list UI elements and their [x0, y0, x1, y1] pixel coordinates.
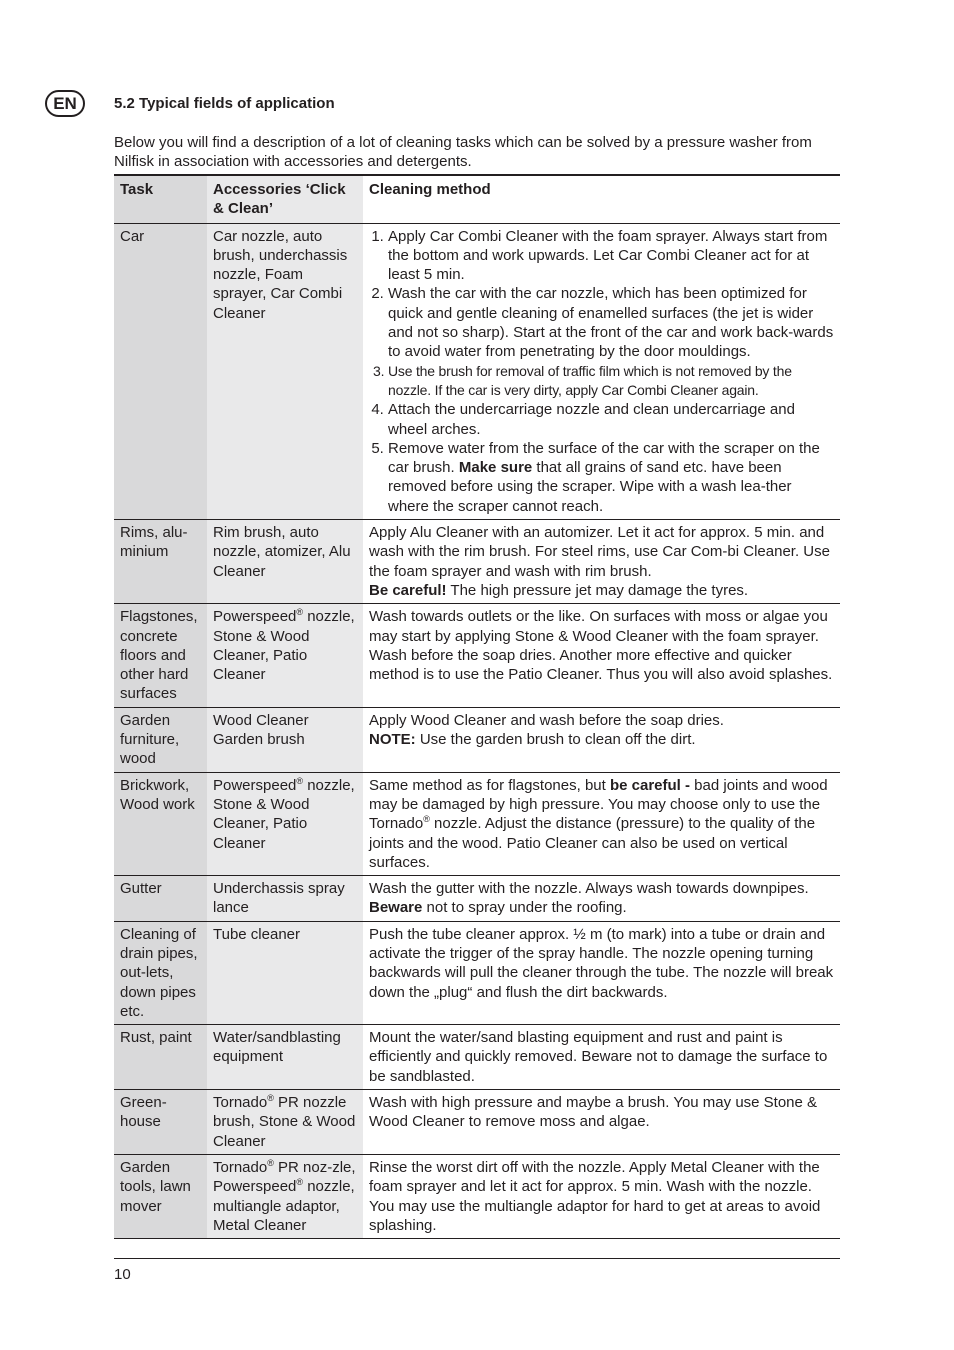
- registered-mark: ®: [296, 607, 304, 618]
- table-row: [114, 772, 840, 875]
- bold-phrase: Make sure: [458, 459, 533, 477]
- registered-mark: ®: [296, 1177, 304, 1188]
- applications-table: [114, 174, 840, 1239]
- task-cell: Green-house: [114, 1090, 207, 1155]
- task-cell: Flagstones, concrete floors and other hard surfaces: [114, 604, 207, 707]
- bold-phrase: Be careful!: [369, 581, 447, 599]
- method-step: 1. Apply Car Combi Cleaner with the foam sprayer. Always start from the bottom and work upwards. Let Car Combi Cleaner act for at least 5 min.: [388, 227, 835, 285]
- method-cell: Push the tube cleaner approx. ½ m (to mark) into a tube or drain and activate the trigger of the spray handle. The nozzle opening turning backwards will pull the cleaner through the tube. The nozzle will break down the „plug“ and flush the dirt backwards.: [363, 921, 840, 1024]
- method-step: 2. Wash the car with the car nozzle, which has been optimized for quick and gentle cleaning of enamelled surfaces (the jet is wider and not so sharp). Start at the front of the car and work back-wards to avoid water from penetrating by the door mouldings.: [388, 284, 835, 361]
- method-cell: Rinse the worst dirt off with the nozzle. Apply Metal Cleaner with the foam sprayer and let it act for approx. 5 min. Wash with the nozzle. You may use the multiangle adaptor for hard to get at areas to avoid splashing.: [363, 1154, 840, 1238]
- registered-mark: ®: [296, 775, 304, 786]
- registered-mark: ®: [267, 1157, 274, 1168]
- method-cell: [363, 223, 840, 519]
- method-text: Wash the gutter with the nozzle. Always wash towards downpipes.: [369, 880, 809, 898]
- bold-phrase: be careful -: [609, 776, 690, 794]
- footer-rule: [114, 1258, 840, 1259]
- accessories-cell: Tube cleaner: [207, 921, 363, 1024]
- method-text-rest: nozzle. Adjust the distance (pressure) to the quality of the joints and the wood. Patio Cleaner can also be used on vertical surfaces.: [369, 815, 816, 871]
- method-text: Apply Wood Cleaner and wash before the soap dries.: [369, 711, 724, 729]
- accessory-text-rest: nozzle, Stone & Wood Cleaner, Patio Cleaner: [213, 608, 355, 684]
- accessory-text-rest: nozzle, Stone & Wood Cleaner, Patio Cleaner: [213, 776, 355, 852]
- method-text: Same method as for flagstones, but: [369, 776, 610, 794]
- accessory-text: Tornado: [213, 1158, 268, 1176]
- task-cell: Rust, paint: [114, 1025, 207, 1090]
- method-step: 4. Attach the undercarriage nozzle and clean undercarriage and wheel arches.: [388, 400, 835, 439]
- table-row: [114, 604, 840, 707]
- table-row: [114, 520, 840, 604]
- task-cell: Garden tools, lawn mover: [114, 1154, 207, 1238]
- header-task: Task: [114, 175, 207, 223]
- table-header-row: [114, 175, 840, 223]
- task-cell: Rims, alu-minium: [114, 520, 207, 604]
- accessory-text-rest: nozzle, multiangle adaptor, Metal Cleaner: [213, 1178, 355, 1234]
- task-cell: Gutter: [114, 876, 207, 922]
- accessories-cell: Car nozzle, auto brush, underchassis nozzle, Foam sprayer, Car Combi Cleaner: [207, 223, 363, 519]
- accessory-text: Tornado: [213, 1094, 268, 1112]
- method-text: Apply Alu Cleaner with an automizer. Let it act for approx. 5 min. and wash with the rim brush. For steel rims, use Car Com-bi Cleaner. Use the foam sprayer and wash with rim brush.: [369, 524, 830, 580]
- accessory-text: Powerspeed: [213, 776, 297, 794]
- section-heading: 5.2 Typical fields of application: [114, 95, 335, 112]
- table-row: [114, 223, 840, 519]
- table-row: [114, 921, 840, 1024]
- accessory-text: Powerspeed: [213, 608, 297, 626]
- table-row: [114, 707, 840, 772]
- method-cell: Wash with high pressure and maybe a brush. You may use Stone & Wood Cleaner to remove moss and algae.: [363, 1090, 840, 1155]
- method-cell: [363, 707, 840, 772]
- accessories-cell: [207, 1090, 363, 1155]
- step-text: Remove water from the surface of the car with the scraper on the car brush.: [388, 439, 820, 477]
- method-text-rest: The high pressure jet may damage the tyres.: [446, 581, 749, 599]
- step-text-rest: that all grains of sand etc. have been removed before using the scraper. Wipe with a wash lea-ther where the scraper cannot reach.: [388, 459, 792, 515]
- method-steps-list: [369, 227, 835, 516]
- page-number: 10: [114, 1266, 131, 1283]
- registered-mark: ®: [423, 814, 430, 825]
- note-text: Use the garden brush to clean off the dirt.: [415, 731, 696, 749]
- method-step: [388, 439, 835, 516]
- table-row: [114, 1025, 840, 1090]
- method-cell: [363, 876, 840, 922]
- accessories-cell: Water/sandblasting equipment: [207, 1025, 363, 1090]
- accessories-cell: [207, 772, 363, 875]
- bold-phrase: Beware: [369, 899, 423, 917]
- table-row: [114, 876, 840, 922]
- accessory-text-rest: PR nozzle brush, Stone & Wood Cleaner: [213, 1094, 356, 1150]
- method-text-mid: bad joints and wood may be damaged by high pressure. You may choose only to use the Tornado: [369, 776, 828, 833]
- method-cell: Mount the water/sand blasting equipment and rust and paint is efficiently and quickly removed. Beware not to damage the surface to be sandblasted.: [363, 1025, 840, 1090]
- table-row: [114, 1154, 840, 1238]
- accessories-cell: Rim brush, auto nozzle, atomizer, Alu Cleaner: [207, 520, 363, 604]
- method-cell: [363, 520, 840, 604]
- registered-mark: ®: [267, 1093, 274, 1104]
- accessories-cell: [207, 1154, 363, 1238]
- task-cell: Car: [114, 223, 207, 519]
- method-text-rest: not to spray under the roofing.: [422, 899, 627, 917]
- header-method: Cleaning method: [363, 175, 840, 223]
- accessory-text-mid: PR noz-zle, Powerspeed: [213, 1158, 356, 1196]
- header-accessories: Accessories ‘Click & Clean’: [207, 175, 363, 223]
- method-step: 3. Use the brush for removal of traffic film which is not removed by the nozzle. If the car is very dirty, apply Car Combi Cleaner again.: [388, 362, 835, 401]
- task-cell: Garden furniture, wood: [114, 707, 207, 772]
- task-cell: Brickwork, Wood work: [114, 772, 207, 875]
- accessories-cell: [207, 604, 363, 707]
- table-row: [114, 1090, 840, 1155]
- accessories-cell: Wood Cleaner Garden brush: [207, 707, 363, 772]
- method-cell: [363, 772, 840, 875]
- method-cell: Wash towards outlets or the like. On surfaces with moss or algae you may start by applying Stone & Wood Cleaner with the foam sprayer. Wash before the soap dries. Another more effective and quicker method is to use the Patio Cleaner. Thus you will also avoid splashes.: [363, 604, 840, 707]
- note-label: NOTE:: [369, 731, 416, 749]
- language-badge: EN: [45, 90, 85, 117]
- intro-paragraph: Below you will find a description of a lot of cleaning tasks which can be solved by a pressure washer from Nilfisk in association with accessories and detergents.: [114, 134, 812, 170]
- accessories-cell: Underchassis spray lance: [207, 876, 363, 922]
- task-cell: Cleaning of drain pipes, out-lets, down pipes etc.: [114, 921, 207, 1024]
